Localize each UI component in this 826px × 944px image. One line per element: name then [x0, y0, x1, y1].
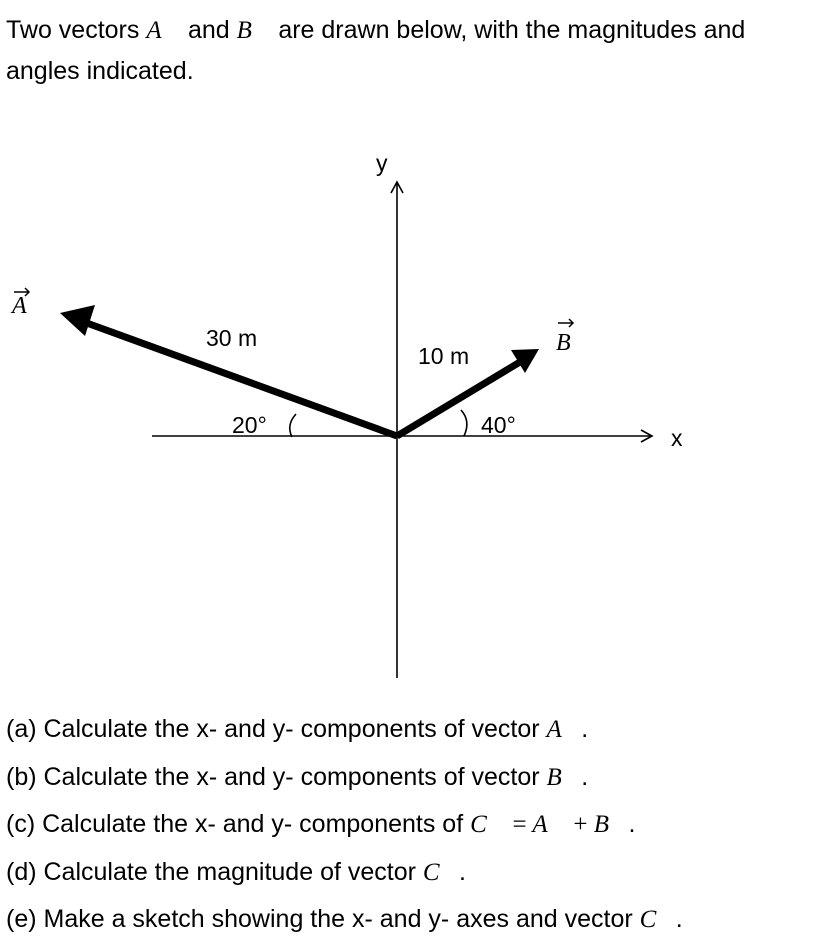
question-d: (d) Calculate the magnitude of vector C⃗. — [6, 857, 466, 886]
question-b-math: B⃗ — [546, 763, 582, 791]
question-a-math: A⃗ — [546, 716, 582, 743]
vector-b-magnitude-label: 10 m — [418, 343, 470, 369]
vector-a-arrowhead — [60, 305, 95, 336]
question-d-math: C⃗ — [422, 858, 460, 886]
question-a: (a) Calculate the x- and y- components of vector A⃗. — [6, 715, 589, 743]
question-e: (e) Make a sketch showing the x- and y- axes and vector C⃗. — [6, 905, 683, 933]
vector-a-label — [10, 288, 29, 319]
svg-text:A: A — [12, 293, 27, 319]
y-axis-label: y — [376, 150, 388, 176]
question-c-math: C⃗ = A⃗ + B⃗ — [470, 811, 629, 838]
svg-text:B: B — [556, 330, 571, 356]
intro-text-3: are drawn below, with the magnitudes and angles indicated. — [6, 16, 746, 85]
intro-text-1: Two vectors — [6, 16, 147, 44]
intro-text-2: and — [181, 16, 237, 44]
question-c: (c) Calculate the x- and y- components of C⃗ = A⃗ + B⃗. — [6, 810, 636, 838]
vector-a-angle-label: 20° — [232, 412, 267, 438]
vector-b-angle-arc — [461, 410, 467, 436]
question-e-math: C⃗ — [639, 906, 676, 933]
x-axis-label: x — [671, 425, 683, 451]
vector-a-magnitude-label: 30 m — [206, 325, 258, 351]
vector-b-symbol: B — [236, 17, 272, 44]
vector-a-symbol: A — [146, 17, 182, 44]
question-list — [6, 706, 821, 944]
question-b: (b) Calculate the x- and y- components of vector B⃗. — [6, 762, 589, 791]
vector-b-label — [556, 319, 573, 356]
vector-b-angle-label: 40° — [481, 412, 516, 438]
vector-a-angle-arc — [290, 414, 296, 437]
